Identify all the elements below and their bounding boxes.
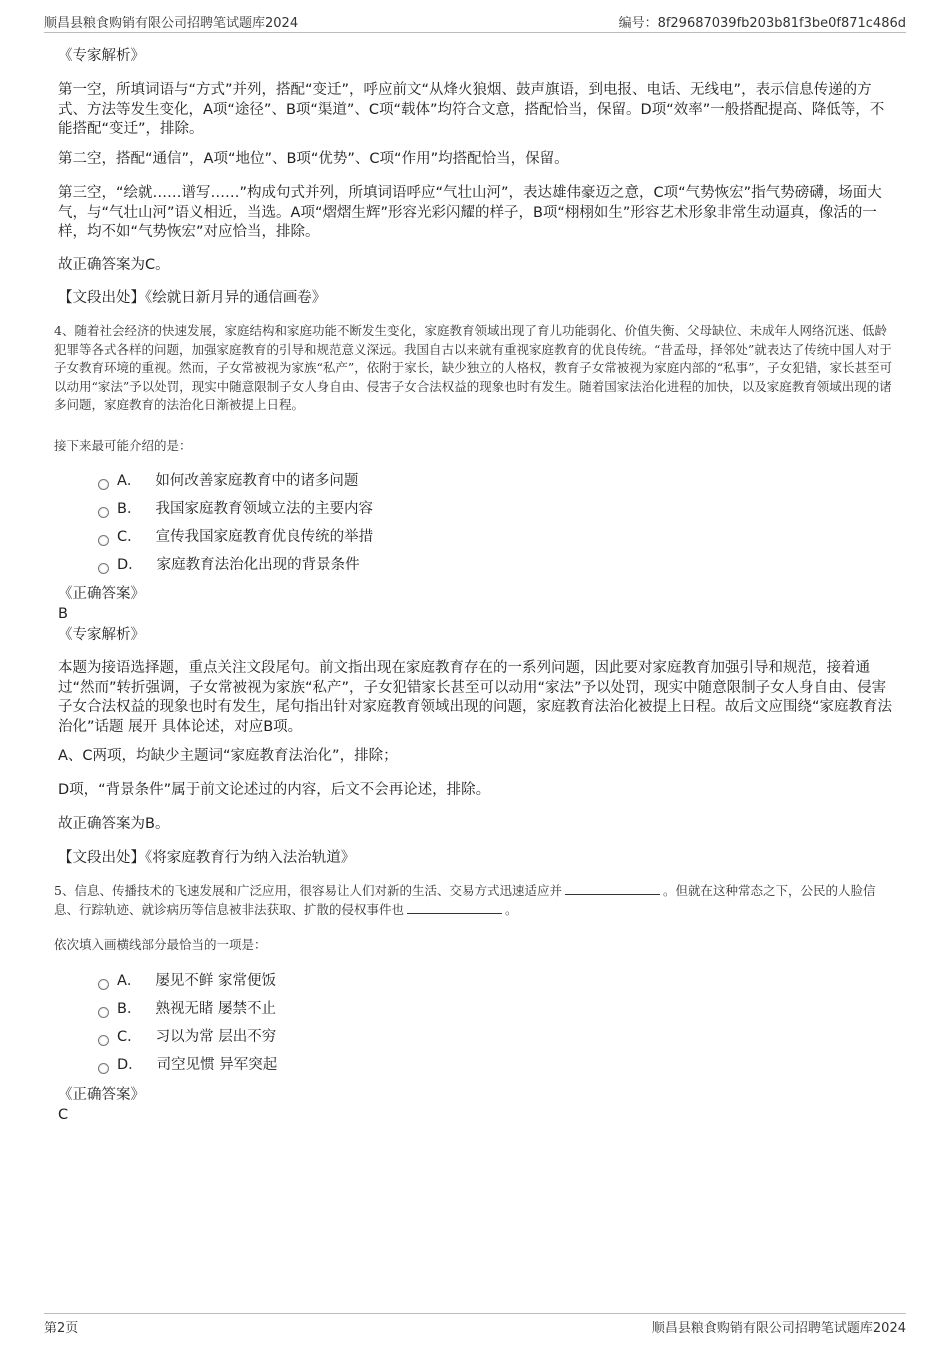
radio-icon[interactable] (98, 979, 109, 990)
fill-blank-2 (407, 901, 502, 914)
q4-option-b[interactable]: B． 我国家庭教育领域立法的主要内容 (98, 499, 373, 519)
q4-option-a[interactable]: A． 如何改善家庭教育中的诸多问题 (98, 471, 358, 491)
q4-answer-label: 《正确答案》 (58, 586, 145, 602)
page-number: 第2页 (44, 1321, 79, 1336)
q5-option-d[interactable]: D． 司空见惯 异军突起 (98, 1055, 277, 1075)
radio-icon[interactable] (98, 507, 109, 518)
page-header (44, 12, 906, 33)
header-doc-id: 编号：8f29687039fb203b81f3be0f871c486d (618, 16, 906, 31)
q5-answer-label: 《正确答案》 (58, 1087, 145, 1103)
q4-source: 【文段出处】《将家庭教育行为纳入法治轨道》 (58, 850, 356, 866)
q4-analysis-para3: D项，“背景条件”属于前文论述过的内容，后文不会再论述，排除。 (58, 782, 491, 798)
q5-option-b[interactable]: B． 熟视无睹 屡禁不止 (98, 999, 276, 1019)
q3-analysis-para2: 第二空，搭配“通信”，A项“地位”、B项“优势”、C项“作用”均搭配恰当，保留。 (58, 151, 569, 167)
q4-analysis-label: 《专家解析》 (58, 627, 145, 643)
footer-title: 顺昌县粮食购销有限公司招聘笔试题库2024 (651, 1321, 906, 1336)
q3-analysis-para1: 第一空，所填词语与“方式”并列，搭配“变迁”，呼应前文“从烽火狼烟、鼓声旗语，到电报、电话、无线电”，表示信息传递的方式、方法等发生变化，A项“途径”、B项“渠道”、C项“载体”均符合文意，搭配恰当，保留。D项“效率”一般搭配提高、降低等，不能搭配“变迁”，排除。 (58, 82, 885, 137)
header-title: 顺昌县粮食购销有限公司招聘笔试题库2024 (44, 16, 299, 31)
fill-blank-1 (565, 882, 660, 895)
q5-answer: C (58, 1107, 69, 1123)
q4-analysis-para1: 本题为接语选择题，重点关注文段尾句。前文指出现在家庭教育存在的一系列问题，因此要对家庭教育加强引导和规范，接着通过“然而”转折强调，子女常被视为家族“私产”，子女犯错家长甚至可以动用“家法”予以处罚，现实中随意限制子女人身自由、侵害子女合法权益的现象也时有发生，尾句指出针对家庭教育领域出现的问题，家庭教育法治化被提上日程。故后文应围绕“家庭教育法治化”话题 展开 具体论述，对应B项。 (58, 660, 893, 735)
radio-icon[interactable] (98, 535, 109, 546)
radio-icon[interactable] (98, 563, 109, 574)
q3-analysis-label: 《专家解析》 (58, 48, 145, 64)
q3-conclusion: 故正确答案为C。 (58, 257, 170, 273)
radio-icon[interactable] (98, 1063, 109, 1074)
radio-icon[interactable] (98, 1007, 109, 1018)
page-footer (44, 1313, 906, 1335)
q4-option-d[interactable]: D． 家庭教育法治化出现的背景条件 (98, 555, 360, 575)
q5-prompt: 依次填入画横线部分最恰当的一项是： (54, 937, 267, 952)
q5-option-c[interactable]: C． 习以为常 层出不穷 (98, 1027, 276, 1047)
q4-option-c[interactable]: C． 宣传我国家庭教育优良传统的举措 (98, 527, 373, 547)
q4-stem: 4、随着社会经济的快速发展，家庭结构和家庭功能不断发生变化，家庭教育领域出现了育儿功能弱化、价值失衡、父母缺位、未成年人网络沉迷、低龄犯罪等各式各样的问题，加强家庭教育的引导和规范意义深远。我国自古以来就有重视家庭教育的优良传统。“昔孟母，择邻处”就表达了传统中国人对于子女教育环境的重视。然而，子女常被视为家族“私产”，依附于家长，缺少独立的人格权，教育子女常被视为家庭内部的“私事”，子女犯错，家长甚至可以动用“家法”予以处罚，现实中随意限制子女人身自由、侵害子女合法权益的现象也时有发生。随着国家法治化进程的加快，以及家庭教育领域出现的诸多问题，家庭教育的法治化日渐被提上日程。 (54, 323, 893, 412)
q3-analysis-para3: 第三空，“绘就……谱写……”构成句式并列，所填词语呼应“气壮山河”，表达雄伟豪迈之意，C项“气势恢宏”指气势磅礴，场面大气，与“气壮山河”语义相近，当选。A项“熠熠生辉”形容光彩闪耀的样子，B项“栩栩如生”形容艺术形象非常生动逼真，像活的一样，均不如“气势恢宏”对应恰当，排除。 (58, 185, 882, 240)
radio-icon[interactable] (98, 1035, 109, 1046)
q3-source: 【文段出处】《绘就日新月异的通信画卷》 (58, 290, 327, 306)
q5-stem: 5、信息、传播技术的飞速发展和广泛应用，很容易让人们对新的生活、交易方式迅速适应并 。但就在这种常态之下，公民的人脸信息、行踪轨迹、就诊病历等信息被非法获取、扩散的侵权事件也 。 (54, 883, 876, 917)
q4-analysis-para2: A、C两项，均缺少主题词“家庭教育法治化”，排除； (58, 748, 398, 764)
q4-conclusion: 故正确答案为B。 (58, 816, 170, 832)
radio-icon[interactable] (98, 479, 109, 490)
q4-prompt: 接下来最可能介绍的是： (54, 438, 192, 453)
q4-answer: B (58, 606, 68, 622)
q5-option-a[interactable]: A． 屡见不鲜 家常便饭 (98, 971, 276, 991)
